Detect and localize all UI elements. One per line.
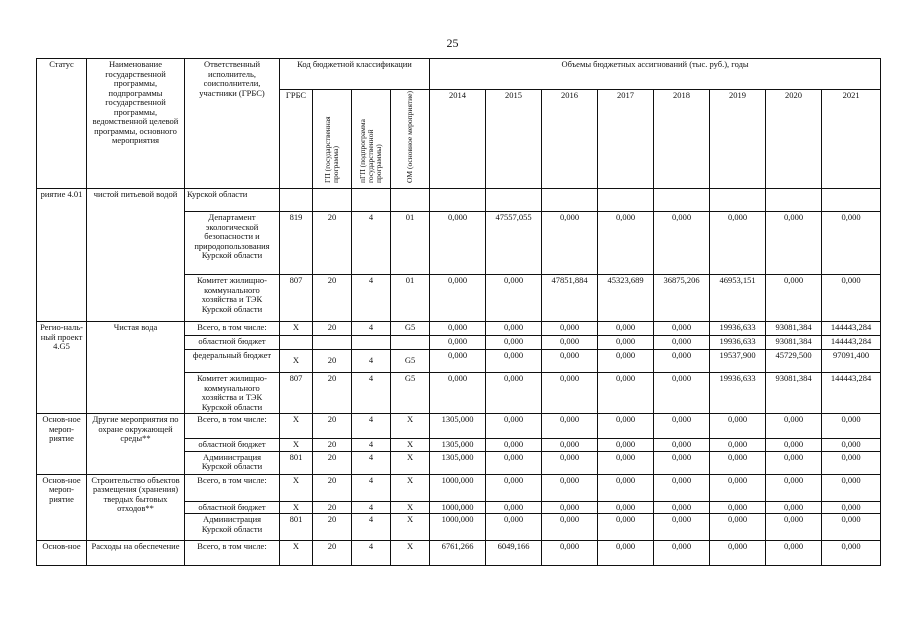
value-2016: 0,000 [542,541,598,566]
value-2015: 0,000 [486,414,542,439]
om-cell: X [391,414,430,439]
value-2018: 0,000 [654,474,710,501]
value-2020: 0,000 [766,451,822,474]
value-2014: 1305,000 [430,414,486,439]
value-2014: 1000,000 [430,514,486,541]
value-2016: 0,000 [542,414,598,439]
header-program-name: Наименование государственной программы, подпрограммы государственной программы, ведомственной целевой программы, основного мероприятия [87,59,185,189]
value-2015: 0,000 [486,501,542,514]
value-cell [822,189,881,212]
value-2019: 19936,633 [710,336,766,350]
value-2020: 0,000 [766,541,822,566]
value-2016: 0,000 [542,322,598,336]
pgp-cell [352,336,391,350]
value-2014: 0,000 [430,275,486,322]
header-gp-text: ГП (государственная программа) [323,116,340,183]
grbs-cell: X [280,414,313,439]
value-2021: 97091,400 [822,350,881,373]
program-name-cell: Строительство объектов размещения (хранения) твердых бытовых отходов** [87,474,185,541]
page-number: 25 [446,36,459,50]
value-2021: 0,000 [822,451,881,474]
value-cell [598,189,654,212]
gp-cell: 20 [313,212,352,275]
responsible-cell: Всего, в том числе: [185,474,280,501]
gp-cell: 20 [313,451,352,474]
value-2015: 47557,055 [486,212,542,275]
value-2016: 0,000 [542,336,598,350]
value-2021: 144443,284 [822,322,881,336]
value-2020: 0,000 [766,514,822,541]
value-2017: 0,000 [598,212,654,275]
value-2014: 1000,000 [430,474,486,501]
program-name-cell: Чистая вода [87,322,185,414]
value-2016: 0,000 [542,212,598,275]
value-2018: 0,000 [654,336,710,350]
value-2014: 6761,266 [430,541,486,566]
value-2021: 0,000 [822,275,881,322]
value-cell [542,189,598,212]
value-2016: 47851,884 [542,275,598,322]
value-2018: 0,000 [654,322,710,336]
header-responsible: Ответственный исполнитель, соисполнители, участники (ГРБС) [185,59,280,189]
grbs-cell: X [280,541,313,566]
value-2017: 0,000 [598,350,654,373]
value-2015: 0,000 [486,451,542,474]
om-cell: 01 [391,275,430,322]
status-cell: Основ-ное мероп-риятие [37,414,87,475]
om-cell [391,189,430,212]
value-2020: 45729,500 [766,350,822,373]
status-cell: риятие 4.01 [37,189,87,322]
value-2021: 0,000 [822,501,881,514]
gp-cell: 20 [313,275,352,322]
value-2021: 144443,284 [822,373,881,414]
value-2021: 0,000 [822,439,881,452]
table-row [37,189,881,212]
value-2014: 1305,000 [430,439,486,452]
gp-cell: 20 [313,414,352,439]
responsible-cell: Комитет жилищно-коммунального хозяйства и ТЭК Курской области [185,275,280,322]
value-2017: 0,000 [598,501,654,514]
value-2015: 0,000 [486,373,542,414]
value-2019: 0,000 [710,414,766,439]
table-row [37,414,881,439]
value-2019: 0,000 [710,541,766,566]
value-2016: 0,000 [542,439,598,452]
responsible-cell: областной бюджет [185,336,280,350]
gp-cell: 20 [313,350,352,373]
pgp-cell [352,189,391,212]
table-row [37,474,881,501]
header-year-2021: 2021 [822,90,881,189]
value-2017: 0,000 [598,451,654,474]
value-2021: 144443,284 [822,336,881,350]
header-year-2014: 2014 [430,90,486,189]
om-cell: G5 [391,373,430,414]
value-2018: 0,000 [654,451,710,474]
pgp-cell: 4 [352,451,391,474]
value-2018: 0,000 [654,373,710,414]
value-2016: 0,000 [542,514,598,541]
value-2014: 1305,000 [430,451,486,474]
program-name-cell: Расходы на обеспечение [87,541,185,566]
header-year-2020: 2020 [766,90,822,189]
header-gp [313,90,352,189]
value-2014: 0,000 [430,212,486,275]
header-pgp-text: пГП (подпрограмма государственной программы) [358,119,383,183]
value-2016: 0,000 [542,350,598,373]
value-2017: 0,000 [598,514,654,541]
om-cell: X [391,474,430,501]
gp-cell [313,336,352,350]
value-2017: 0,000 [598,373,654,414]
program-name-cell: чистой питьевой водой [87,189,185,322]
grbs-cell: 801 [280,514,313,541]
value-2020: 0,000 [766,501,822,514]
header-year-2018: 2018 [654,90,710,189]
header-year-2016: 2016 [542,90,598,189]
value-2016: 0,000 [542,451,598,474]
status-cell: Регио-наль-ный проект 4.G5 [37,322,87,414]
responsible-cell: Всего, в том числе: [185,414,280,439]
value-2017: 0,000 [598,474,654,501]
value-2017: 0,000 [598,541,654,566]
value-2021: 0,000 [822,474,881,501]
responsible-cell: Администрация Курской области [185,514,280,541]
pgp-cell: 4 [352,501,391,514]
value-2019: 0,000 [710,501,766,514]
value-2018: 0,000 [654,350,710,373]
value-2015: 0,000 [486,336,542,350]
om-cell: G5 [391,350,430,373]
grbs-cell: 807 [280,275,313,322]
value-2015: 0,000 [486,350,542,373]
header-year-2015: 2015 [486,90,542,189]
value-cell [486,189,542,212]
gp-cell: 20 [313,474,352,501]
value-2020: 93081,384 [766,322,822,336]
om-cell: X [391,514,430,541]
value-2014: 0,000 [430,350,486,373]
header-pgp [352,90,391,189]
value-2014: 0,000 [430,373,486,414]
value-2018: 36875,206 [654,275,710,322]
value-2021: 0,000 [822,414,881,439]
om-cell: 01 [391,212,430,275]
header-om [391,90,430,189]
responsible-cell: Всего, в том числе: [185,322,280,336]
value-2019: 19537,900 [710,350,766,373]
value-2020: 93081,384 [766,336,822,350]
responsible-cell: Курской области [185,189,280,212]
gp-cell: 20 [313,514,352,541]
value-2021: 0,000 [822,212,881,275]
gp-cell: 20 [313,501,352,514]
value-2018: 0,000 [654,212,710,275]
grbs-cell: X [280,439,313,452]
pgp-cell: 4 [352,322,391,336]
value-2016: 0,000 [542,474,598,501]
value-2016: 0,000 [542,501,598,514]
om-cell: X [391,451,430,474]
pgp-cell: 4 [352,373,391,414]
responsible-cell: федеральный бюджет [185,350,280,373]
value-2019: 0,000 [710,451,766,474]
value-cell [430,189,486,212]
value-2015: 6049,166 [486,541,542,566]
header-year-2017: 2017 [598,90,654,189]
gp-cell: 20 [313,373,352,414]
pgp-cell: 4 [352,439,391,452]
om-cell: X [391,439,430,452]
responsible-cell: Департамент экологической безопасности и природопользования Курской области [185,212,280,275]
value-2018: 0,000 [654,501,710,514]
om-cell [391,336,430,350]
responsible-cell: Администрация Курской области [185,451,280,474]
responsible-cell: областной бюджет [185,439,280,452]
value-2019: 0,000 [710,212,766,275]
grbs-cell: X [280,350,313,373]
value-2018: 0,000 [654,514,710,541]
value-2020: 0,000 [766,474,822,501]
grbs-cell: X [280,474,313,501]
grbs-cell: 801 [280,451,313,474]
grbs-cell: 819 [280,212,313,275]
om-cell: X [391,541,430,566]
header-grbs: ГРБС [280,90,313,189]
value-2017: 0,000 [598,414,654,439]
value-2016: 0,000 [542,373,598,414]
value-2015: 0,000 [486,474,542,501]
value-2018: 0,000 [654,414,710,439]
value-2019: 0,000 [710,474,766,501]
value-cell [654,189,710,212]
om-cell: X [391,501,430,514]
pgp-cell: 4 [352,212,391,275]
value-2020: 0,000 [766,414,822,439]
grbs-cell: 807 [280,373,313,414]
grbs-cell [280,336,313,350]
value-2017: 0,000 [598,336,654,350]
value-2019: 0,000 [710,514,766,541]
value-2020: 0,000 [766,439,822,452]
om-cell: G5 [391,322,430,336]
value-cell [710,189,766,212]
responsible-cell: Комитет жилищно-коммунального хозяйства и ТЭК Курской области [185,373,280,414]
value-2015: 0,000 [486,439,542,452]
status-cell: Основ-ное [37,541,87,566]
pgp-cell: 4 [352,275,391,322]
header-year-2019: 2019 [710,90,766,189]
pgp-cell: 4 [352,350,391,373]
budget-table [36,58,881,566]
value-2021: 0,000 [822,541,881,566]
gp-cell [313,189,352,212]
value-2019: 19936,633 [710,373,766,414]
value-2014: 0,000 [430,336,486,350]
value-2017: 0,000 [598,439,654,452]
grbs-cell [280,189,313,212]
header-status: Статус [37,59,87,189]
responsible-cell: Всего, в том числе: [185,541,280,566]
gp-cell: 20 [313,322,352,336]
value-2015: 0,000 [486,322,542,336]
value-2018: 0,000 [654,439,710,452]
value-2018: 0,000 [654,541,710,566]
value-2014: 0,000 [430,322,486,336]
value-2019: 46953,151 [710,275,766,322]
header-budget-volumes: Объемы бюджетных ассигнований (тыс. руб.), годы [430,59,881,90]
value-cell [766,189,822,212]
responsible-cell: областной бюджет [185,501,280,514]
table-row [37,541,881,566]
value-2015: 0,000 [486,514,542,541]
gp-cell: 20 [313,541,352,566]
pgp-cell: 4 [352,414,391,439]
table-row [37,322,881,336]
grbs-cell: X [280,322,313,336]
header-budget-classification: Код бюджетной классификации [280,59,430,90]
grbs-cell: X [280,501,313,514]
pgp-cell: 4 [352,474,391,501]
value-2017: 0,000 [598,322,654,336]
value-2019: 0,000 [710,439,766,452]
value-2015: 0,000 [486,275,542,322]
value-2021: 0,000 [822,514,881,541]
pgp-cell: 4 [352,514,391,541]
value-2019: 19936,633 [710,322,766,336]
value-2020: 0,000 [766,275,822,322]
value-2014: 1000,000 [430,501,486,514]
header-om-text: ОМ (основное мероприятие) [405,90,415,183]
program-name-cell: Другие мероприятия по охране окружающей среды** [87,414,185,475]
status-cell: Основ-ное мероп-риятие [37,474,87,541]
gp-cell: 20 [313,439,352,452]
value-2020: 0,000 [766,212,822,275]
pgp-cell: 4 [352,541,391,566]
value-2017: 45323,689 [598,275,654,322]
value-2020: 93081,384 [766,373,822,414]
